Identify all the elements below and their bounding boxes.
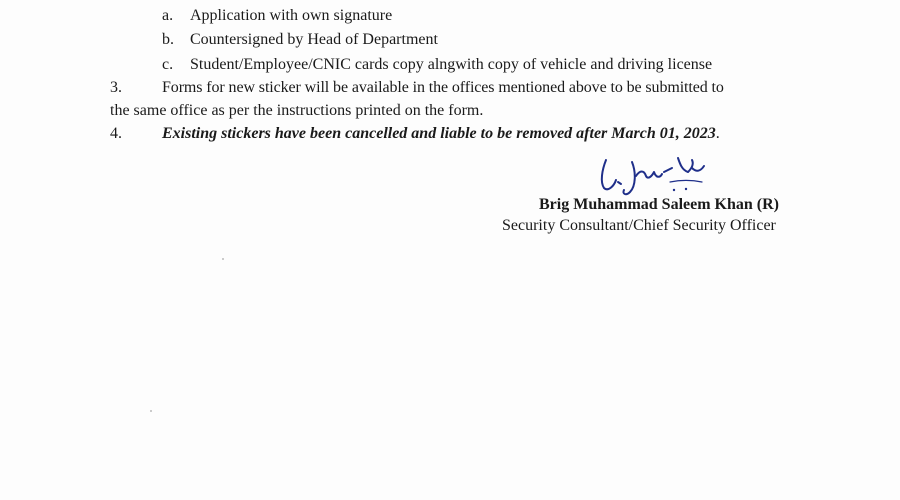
signatory-title: Security Consultant/Chief Security Officer bbox=[502, 217, 776, 234]
point-4-emphasis: Existing stickers have been cancelled and liable to be removed after March 01, 2023 bbox=[162, 125, 716, 142]
list-item-letter: b. bbox=[162, 31, 174, 48]
point-3-line-1: Forms for new sticker will be available in the offices mentioned above to be submitted to bbox=[162, 79, 724, 96]
point-number: 4. bbox=[110, 125, 122, 142]
handwritten-signature bbox=[592, 152, 732, 200]
list-item-text: Application with own signature bbox=[190, 7, 393, 24]
point-number: 3. bbox=[110, 79, 122, 96]
list-item-letter: c. bbox=[162, 56, 174, 73]
point-3-line-2: the same office as per the instructions printed on the form. bbox=[110, 102, 484, 119]
scan-speck bbox=[150, 410, 152, 412]
scan-speck bbox=[222, 258, 224, 260]
list-item-text: Countersigned by Head of Department bbox=[190, 31, 438, 48]
point-4-text bbox=[162, 124, 720, 144]
point-4-period: . bbox=[715, 125, 720, 142]
list-item-text: Student/Employee/CNIC cards copy alngwith copy of vehicle and driving license bbox=[190, 56, 713, 73]
signatory-name: Brig Muhammad Saleem Khan (R) bbox=[539, 196, 779, 213]
list-item-letter: a. bbox=[162, 7, 174, 24]
